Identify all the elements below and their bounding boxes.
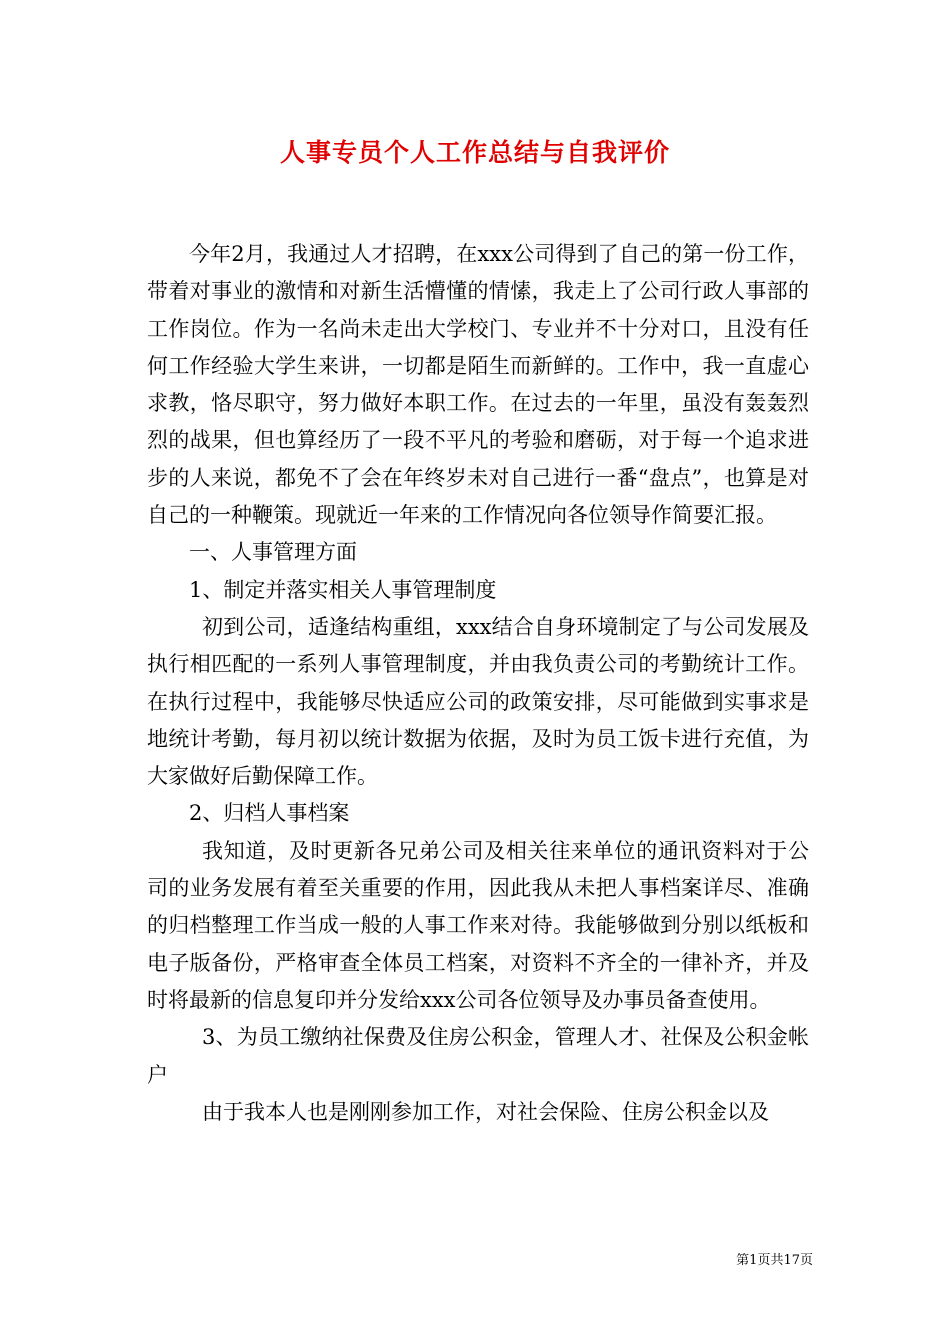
paragraph-1: 初到公司，适逢结构重组，xxx结合自身环境制定了与公司发展及执行相匹配的一系列人事管理制度，并由我负责公司的考勤统计工作。在执行过程中，我能够尽快适应公司的政策安排，尽可能做到实事求是地统计考勤，每月初以统计数据为依据，及时为员工饭卡进行充值，为大家做好后勤保障工作。 [147,614,809,789]
paragraph-3: 由于我本人也是刚刚参加工作，对社会保险、住房公积金以及 [202,1099,769,1124]
paragraph-2: 我知道，及时更新各兄弟公司及相关往来单位的通讯资料对于公司的业务发展有着至关重要的作用，因此我从未把人事档案详尽、准确的归档整理工作当成一般的人事工作来对待。我能够做到分别以纸板和电子版备份，严格审查全体员工档案，对资料不齐全的一律补齐，并及时将最新的信息复印并分发给xxx公司各位领导及办事员备查使用。 [147,838,809,1012]
subheading-3: 3、为员工缴纳社保费及住房公积金，管理人才、社保及公积金帐户 [147,1025,809,1087]
document-title: 人事专员个人工作总结与自我评价 [279,138,670,167]
section-heading-hr-management: 一、人事管理方面 [189,540,357,565]
subheading-2: 2、归档人事档案 [189,801,350,826]
page-number-footer: 第1页共17页 [736,1253,813,1268]
subheading-1: 1、制定并落实相关人事管理制度 [189,577,497,602]
document-body [147,236,809,1131]
paragraph-intro: 今年2月，我通过人才招聘，在xxx公司得到了自己的第一份工作，带着对事业的激情和对新生活懵懂的情愫，我走上了公司行政人事部的工作岗位。作为一名尚未走出大学校门、专业并不十分对口，且没有任何工作经验大学生来讲，一切都是陌生而新鲜的。工作中，我一直虚心求教，恪尽职守，努力做好本职工作。在过去的一年里，虽没有轰轰烈烈的战果，但也算经历了一段不平凡的考验和磨砺，对于每一个追求进步的人来说，都免不了会在年终岁未对自己进行一番“盘点”，也算是对自己的一种鞭策。现就近一年来的工作情况向各位领导作简要汇报。 [147,242,809,528]
